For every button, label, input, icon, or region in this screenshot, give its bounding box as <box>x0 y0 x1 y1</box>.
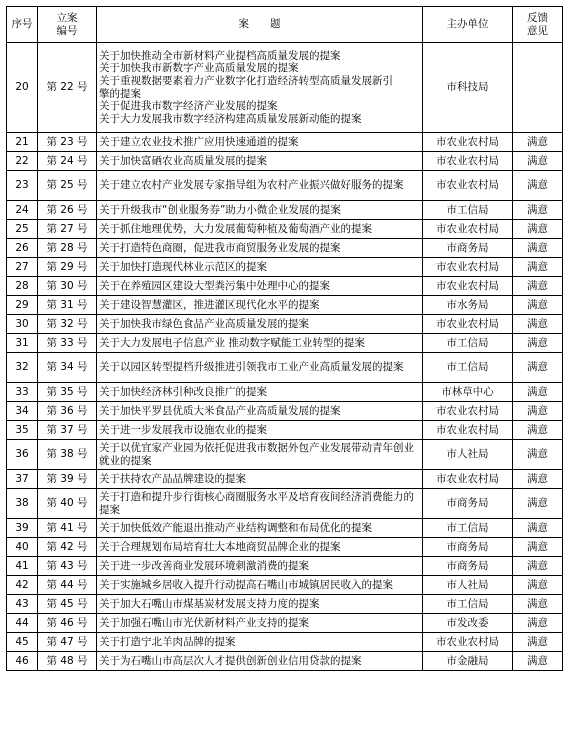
table-row <box>7 315 563 334</box>
cell-feedback: 满意 <box>513 652 563 671</box>
cell-id: 第 39 号 <box>38 470 97 489</box>
header-id-line1: 立案 <box>56 11 78 24</box>
table-row <box>7 133 563 152</box>
cell-title: 关于以园区转型提档升级推进引领我市工业产业高质量发展的提案 <box>97 353 423 383</box>
cell-id: 第 30 号 <box>38 277 97 296</box>
cell-unit: 市农业农村局 <box>423 277 513 296</box>
cell-feedback: 满意 <box>513 595 563 614</box>
table-row <box>7 470 563 489</box>
cell-unit: 市工信局 <box>423 595 513 614</box>
table-row <box>7 152 563 171</box>
table-row <box>7 633 563 652</box>
cell-feedback: 满意 <box>513 152 563 171</box>
cell-title: 关于加强石嘴山市光伏新材料产业支持的提案 <box>97 614 423 633</box>
cell-seq: 37 <box>7 470 38 489</box>
title-line: 关于加快我市新数字产业高质量发展的提案 <box>99 62 299 75</box>
table-row <box>7 353 563 383</box>
cell-id: 第 36 号 <box>38 402 97 421</box>
cell-feedback: 满意 <box>513 296 563 315</box>
cell-id: 第 38 号 <box>38 440 97 470</box>
cell-seq: 22 <box>7 152 38 171</box>
cell-unit: 市农业农村局 <box>423 220 513 239</box>
cell-title: 关于升级我市“创业服务券”助力小微企业发展的提案 <box>97 201 423 220</box>
table-row <box>7 519 563 538</box>
cell-feedback: 满意 <box>513 383 563 402</box>
cell-id: 第 31 号 <box>38 296 97 315</box>
table-row <box>7 538 563 557</box>
cell-unit: 市工信局 <box>423 201 513 220</box>
cell-title: 关于加大石嘴山市煤基炭材发展支持力度的提案 <box>97 595 423 614</box>
cell-title: 关于合理规划布局培育壮大本地商贸品牌企业的提案 <box>97 538 423 557</box>
cell-title: 关于在养殖园区建设大型粪污集中处理中心的提案 <box>97 277 423 296</box>
cell-unit: 市农业农村局 <box>423 315 513 334</box>
cell-feedback: 满意 <box>513 489 563 519</box>
cell-unit: 市农业农村局 <box>423 133 513 152</box>
cell-title: 关于加快经济林引种改良推广的提案 <box>97 383 423 402</box>
cell-unit: 市农业农村局 <box>423 633 513 652</box>
cell-title: 关于以优宜家产业园为依托促进我市数据外包产业发展带动青年创业就业的提案 <box>97 440 423 470</box>
table-row <box>7 402 563 421</box>
table-row <box>7 440 563 470</box>
cell-seq: 33 <box>7 383 38 402</box>
cell-unit: 市人社局 <box>423 440 513 470</box>
title-line: 关于大力发展我市数字经济构建高质量发展新动能的提案 <box>99 112 362 125</box>
table-row <box>7 171 563 201</box>
cell-id: 第 27 号 <box>38 220 97 239</box>
cell-title: 关于打造宁北羊肉品牌的提案 <box>97 633 423 652</box>
cell-seq: 34 <box>7 402 38 421</box>
header-feedback-line1: 反馈 <box>527 11 548 24</box>
table-row <box>7 239 563 258</box>
cell-seq: 20 <box>7 43 38 133</box>
cell-feedback: 满意 <box>513 171 563 201</box>
table-row-group-20 <box>7 43 563 133</box>
cell-id: 第 44 号 <box>38 576 97 595</box>
cell-feedback: 满意 <box>513 239 563 258</box>
cell-id: 第 43 号 <box>38 557 97 576</box>
cell-title: 关于加快低效产能退出推动产业结构调整和布局优化的提案 <box>97 519 423 538</box>
cell-seq: 28 <box>7 277 38 296</box>
cell-id: 第 45 号 <box>38 595 97 614</box>
cell-title: 关于建立农村产业发展专家指导组为农村产业振兴做好服务的提案 <box>97 171 423 201</box>
cell-feedback: 满意 <box>513 353 563 383</box>
table-row <box>7 383 563 402</box>
cell-unit: 市金融局 <box>423 652 513 671</box>
cell-seq: 26 <box>7 239 38 258</box>
cell-feedback: 满意 <box>513 334 563 353</box>
cell-id: 第 35 号 <box>38 383 97 402</box>
cell-feedback: 满意 <box>513 201 563 220</box>
cell-id: 第 32 号 <box>38 315 97 334</box>
title-line: 关于促进我市数字经济产业发展的提案 <box>99 100 278 113</box>
cell-title: 关于抓住地理优势，大力发展葡萄种植及葡萄酒产业的提案 <box>97 220 423 239</box>
header-unit: 主办单位 <box>423 7 513 43</box>
cell-seq: 36 <box>7 440 38 470</box>
cell-id: 第 40 号 <box>38 489 97 519</box>
cell-feedback: 满意 <box>513 557 563 576</box>
cell-title: 关于进一步改善商业发展环境刺激消费的提案 <box>97 557 423 576</box>
cell-feedback: 满意 <box>513 633 563 652</box>
cell-id: 第 42 号 <box>38 538 97 557</box>
cell-feedback: 满意 <box>513 258 563 277</box>
cell-feedback: 满意 <box>513 440 563 470</box>
header-seq: 序号 <box>7 7 38 43</box>
cell-seq: 23 <box>7 171 38 201</box>
cell-unit: 市商务局 <box>423 489 513 519</box>
cell-unit: 市农业农村局 <box>423 402 513 421</box>
cell-seq: 30 <box>7 315 38 334</box>
cell-id: 第 22 号 <box>38 43 97 133</box>
header-row <box>7 7 563 43</box>
cell-seq: 43 <box>7 595 38 614</box>
table-row <box>7 220 563 239</box>
cell-feedback: 满意 <box>513 519 563 538</box>
cell-unit: 市商务局 <box>423 557 513 576</box>
cell-feedback: 满意 <box>513 315 563 334</box>
cell-unit: 市商务局 <box>423 239 513 258</box>
cell-feedback: 满意 <box>513 133 563 152</box>
cell-feedback: 满意 <box>513 614 563 633</box>
header-id-line2: 编号 <box>56 24 78 37</box>
cell-seq: 32 <box>7 353 38 383</box>
cell-unit: 市农业农村局 <box>423 258 513 277</box>
table-row <box>7 595 563 614</box>
cell-seq: 38 <box>7 489 38 519</box>
title-line: 关于重视数据要素着力产业数字化打造经济转型高质量发展新引 <box>99 74 393 87</box>
cell-unit: 市农业农村局 <box>423 152 513 171</box>
cell-seq: 21 <box>7 133 38 152</box>
cell-seq: 25 <box>7 220 38 239</box>
cell-feedback: 满意 <box>513 220 563 239</box>
cell-id: 第 34 号 <box>38 353 97 383</box>
cell-seq: 41 <box>7 557 38 576</box>
header-feedback <box>513 7 563 43</box>
cell-feedback: 满意 <box>513 538 563 557</box>
header-feedback-line2: 意见 <box>527 24 548 37</box>
cell-id: 第 47 号 <box>38 633 97 652</box>
cell-title: 关于建立农业技术推广应用快速通道的提案 <box>97 133 423 152</box>
table-row <box>7 296 563 315</box>
cell-title: 关于打造和提升步行街核心商圈服务水平及培育夜间经济消费能力的提案 <box>97 489 423 519</box>
cell-unit: 市农业农村局 <box>423 470 513 489</box>
cell-title: 关于实施城乡居收入提升行动提高石嘴山市城镇居民收入的提案 <box>97 576 423 595</box>
cell-feedback: 满意 <box>513 576 563 595</box>
proposal-table <box>6 6 563 671</box>
cell-seq: 31 <box>7 334 38 353</box>
cell-unit: 市工信局 <box>423 353 513 383</box>
cell-feedback: 满意 <box>513 470 563 489</box>
cell-title: 关于扶持农产品品牌建设的提案 <box>97 470 423 489</box>
cell-id: 第 37 号 <box>38 421 97 440</box>
cell-seq: 42 <box>7 576 38 595</box>
cell-unit: 市农业农村局 <box>423 421 513 440</box>
table-row <box>7 421 563 440</box>
cell-seq: 35 <box>7 421 38 440</box>
cell-id: 第 24 号 <box>38 152 97 171</box>
table-row <box>7 576 563 595</box>
cell-seq: 45 <box>7 633 38 652</box>
cell-unit: 市科技局 <box>423 43 513 133</box>
table-row <box>7 201 563 220</box>
cell-id: 第 28 号 <box>38 239 97 258</box>
cell-id: 第 26 号 <box>38 201 97 220</box>
cell-feedback <box>513 43 563 133</box>
cell-title: 关于大力发展电子信息产业 推动数字赋能工业转型的提案 <box>97 334 423 353</box>
cell-title: 关于加快打造现代林业示范区的提案 <box>97 258 423 277</box>
cell-unit: 市工信局 <box>423 334 513 353</box>
cell-id: 第 25 号 <box>38 171 97 201</box>
cell-seq: 44 <box>7 614 38 633</box>
title-line: 关于加快推动全市新材料产业提档高质量发展的提案 <box>99 49 341 62</box>
cell-unit: 市水务局 <box>423 296 513 315</box>
table-row <box>7 277 563 296</box>
cell-unit: 市人社局 <box>423 576 513 595</box>
header-title: 案 题 <box>97 7 423 43</box>
cell-feedback: 满意 <box>513 402 563 421</box>
cell-id: 第 23 号 <box>38 133 97 152</box>
cell-title: 关于加快我市绿色食品产业高质量发展的提案 <box>97 315 423 334</box>
cell-title: 关于加快富硒农业高质量发展的提案 <box>97 152 423 171</box>
cell-unit: 市工信局 <box>423 519 513 538</box>
cell-title: 关于建设智慧灌区，推进灌区现代化水平的提案 <box>97 296 423 315</box>
cell-unit: 市林草中心 <box>423 383 513 402</box>
title-line: 擎的提案 <box>99 87 141 100</box>
table-row <box>7 557 563 576</box>
cell-title: 关于打造特色商圈，促进我市商贸服务业发展的提案 <box>97 239 423 258</box>
cell-id: 第 29 号 <box>38 258 97 277</box>
table-row <box>7 614 563 633</box>
cell-title: 关于加快平罗县优质大米食品产业高质量发展的提案 <box>97 402 423 421</box>
cell-title: 关于进一步发展我市设施农业的提案 <box>97 421 423 440</box>
cell-unit: 市农业农村局 <box>423 171 513 201</box>
cell-unit: 市商务局 <box>423 538 513 557</box>
cell-seq: 39 <box>7 519 38 538</box>
table-row <box>7 334 563 353</box>
cell-seq: 46 <box>7 652 38 671</box>
cell-seq: 27 <box>7 258 38 277</box>
cell-seq: 29 <box>7 296 38 315</box>
cell-seq: 40 <box>7 538 38 557</box>
cell-id: 第 33 号 <box>38 334 97 353</box>
cell-seq: 24 <box>7 201 38 220</box>
cell-feedback: 满意 <box>513 277 563 296</box>
table-row <box>7 652 563 671</box>
cell-id: 第 48 号 <box>38 652 97 671</box>
table-row <box>7 489 563 519</box>
table-row <box>7 258 563 277</box>
cell-id: 第 41 号 <box>38 519 97 538</box>
cell-feedback: 满意 <box>513 421 563 440</box>
cell-titles <box>97 43 423 133</box>
cell-id: 第 46 号 <box>38 614 97 633</box>
header-id <box>38 7 97 43</box>
cell-title: 关于为石嘴山市高层次人才提供创新创业信用贷款的提案 <box>97 652 423 671</box>
cell-unit: 市发改委 <box>423 614 513 633</box>
